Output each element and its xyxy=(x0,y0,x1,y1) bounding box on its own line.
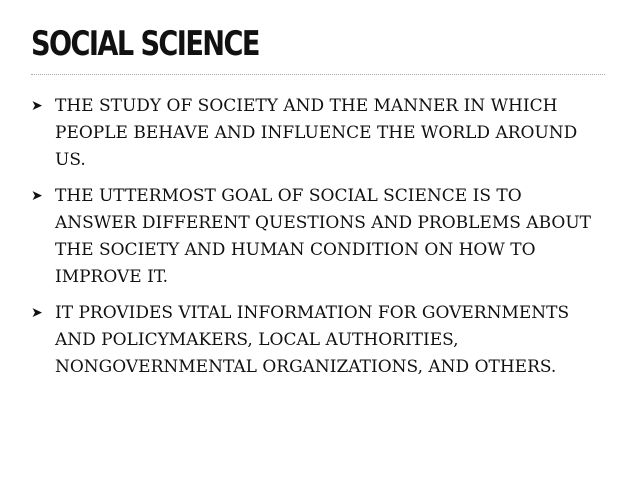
title-divider xyxy=(31,74,605,75)
bullet-text: THE UTTERMOST GOAL OF SOCIAL SCIENCE IS TO ANSWER DIFFERENT QUESTIONS AND PROBLEMS ABOUT THE SOCIETY AND HUMAN CONDITION ON HOW TO IMPROVE IT. xyxy=(55,186,591,287)
bullet-list xyxy=(31,93,605,390)
bullet-item xyxy=(31,183,605,291)
bullet-text: IT PROVIDES VITAL INFORMATION FOR GOVERNMENTS AND POLICYMAKERS, LOCAL AUTHORITIES, NONGOVERNMENTAL ORGANIZATIONS, AND OTHERS. xyxy=(55,303,570,377)
slide-title: SOCIAL SCIENCE xyxy=(31,24,259,64)
bullet-text: THE STUDY OF SOCIETY AND THE MANNER IN WHICH PEOPLE BEHAVE AND INFLUENCE THE WORLD AROUND US. xyxy=(55,96,578,170)
arrowhead-bullet-icon: ➤ xyxy=(31,305,43,321)
arrowhead-bullet-icon: ➤ xyxy=(31,98,43,114)
bullet-item xyxy=(31,93,605,174)
bullet-item xyxy=(31,300,605,381)
arrowhead-bullet-icon: ➤ xyxy=(31,188,43,204)
